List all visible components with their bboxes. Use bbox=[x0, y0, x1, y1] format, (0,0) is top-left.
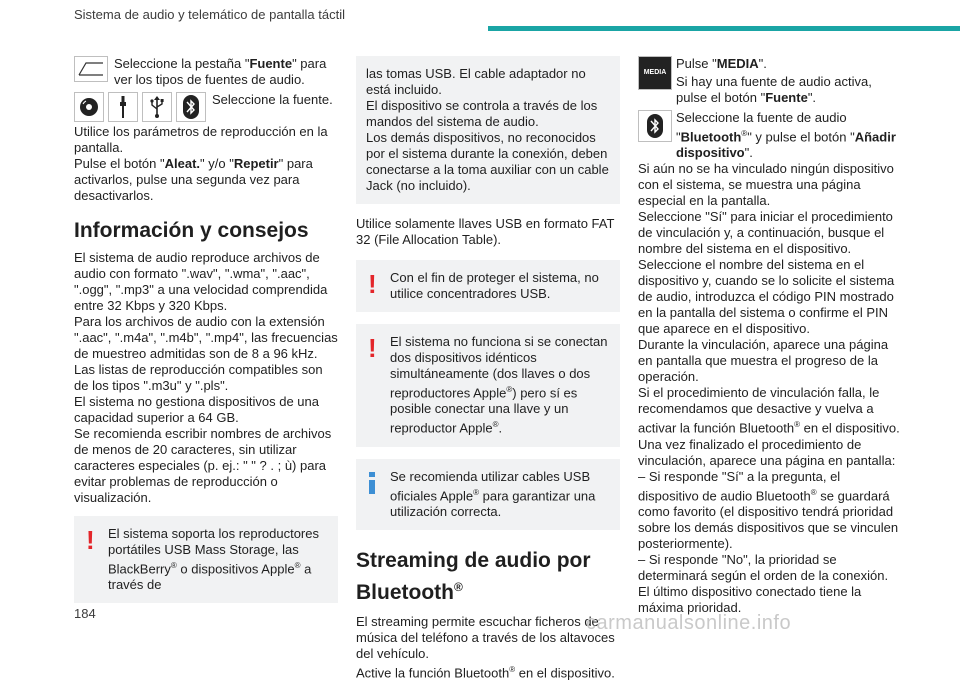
section-heading: Streaming de audio por Bluetooth® bbox=[356, 548, 591, 604]
paragraph: Utilice los parámetros de reproducción en la pantalla. bbox=[74, 124, 328, 155]
warning-note bbox=[356, 260, 620, 312]
source-select-step bbox=[74, 92, 338, 122]
step-text: Seleccione la fuente de audio "Bluetooth®" y pulse el botón "Añadir dispositivo". bbox=[676, 110, 896, 161]
paragraph: Para los archivos de audio con la extensión ".aac", ".m4a", ".m4b", ".mp4", las frecuencias de muestreo admitidas son de 8 a 96 kHz. bbox=[74, 314, 338, 361]
note-text: El sistema soporta los reproductores portátiles USB Mass Storage, las BlackBerry® o dispositivos Apple® a través de bbox=[108, 526, 319, 593]
warning-icon: ! bbox=[368, 333, 377, 363]
paragraph: El streaming permite escuchar ficheros de música del teléfono a través de los altavoces del vehículo. bbox=[356, 613, 615, 661]
paragraph: El sistema de audio reproduce archivos de audio con formato ".wav", ".wma", ".aac", ".ogg", ".mp3" a una velocidad comprendida entre 32 Kbps y 320 Kbps. bbox=[74, 250, 328, 313]
paragraph: Si el procedimiento de vinculación falla, le recomendamos que desactive y vuelva a activar la función Bluetooth® en el dispositivo. bbox=[638, 385, 900, 436]
info-icon bbox=[369, 472, 375, 494]
section-heading: Información y consejos bbox=[74, 219, 309, 242]
paragraph: Seleccione el nombre del sistema en el dispositivo y, cuando se lo solicite el sistema de audio, introduzca el código PIN mostrado en la pantalla del sistema o confirme el PIN que aparece en el dispositivo. bbox=[638, 257, 895, 337]
header-accent-bar bbox=[488, 26, 960, 31]
usb-icon bbox=[142, 92, 172, 122]
paragraph: Active la función Bluetooth® en el dispositivo. bbox=[356, 664, 615, 681]
running-header: Sistema de audio y telemático de pantalla táctil bbox=[74, 7, 345, 22]
aux-jack-icon bbox=[108, 92, 138, 122]
paragraph: Durante la vinculación, aparece una página en pantalla que muestra el progreso de la operación. bbox=[638, 337, 889, 385]
page-number: 184 bbox=[74, 606, 96, 621]
bluetooth-step bbox=[638, 110, 902, 161]
note-text: Se recomienda utilizar cables USB oficiales Apple® para garantizar una utilización correcta. bbox=[390, 468, 596, 519]
warning-icon: ! bbox=[86, 525, 95, 555]
paragraph: Pulse el botón "Aleat." y/o "Repetir" para activarlos, pulse una segunda vez para desactivarlos. bbox=[74, 156, 313, 203]
paragraph: Las listas de reproducción compatibles son de los tipos ".m3u" y ".pls". bbox=[74, 362, 323, 393]
disc-icon bbox=[74, 92, 104, 122]
paragraph: Una vez finalizado el procedimiento de vinculación, aparece una página en pantalla: bbox=[638, 436, 896, 468]
note-text: El sistema no funciona si se conectan dos dispositivos idénticos simultáneamente (dos llaves o dos reproductores Apple®) pero sí es posible conectar una llave y un reproductor Apple®. bbox=[390, 334, 608, 436]
warning-icon: ! bbox=[368, 269, 377, 299]
watermark: carmanualsonline.info bbox=[586, 612, 792, 634]
paragraph: Si hay una fuente de audio activa, pulse el botón "Fuente". bbox=[676, 74, 872, 105]
step-text: Seleccione la pestaña "Fuente" para ver los tipos de fuentes de audio. bbox=[114, 56, 327, 87]
warning-note bbox=[74, 516, 338, 603]
paragraph: El sistema no gestiona dispositivos de una capacidad superior a 64 GB. bbox=[74, 394, 319, 425]
source-tab-step bbox=[74, 56, 338, 88]
paragraph: – Si responde "No", la prioridad se determinará según el orden de la conexión. El último dispositivo conectado tiene la máxima prioridad. bbox=[638, 551, 889, 615]
column-3 bbox=[638, 56, 902, 616]
warning-note bbox=[356, 324, 620, 447]
info-note bbox=[356, 459, 620, 530]
column-1 bbox=[74, 56, 338, 603]
bluetooth-icon bbox=[176, 92, 206, 122]
paragraph: Si aún no se ha vinculado ningún dispositivo con el sistema, se muestra una página especial en la pantalla. bbox=[638, 161, 894, 209]
warning-note-continued bbox=[356, 56, 620, 204]
bluetooth-icon bbox=[638, 110, 672, 142]
paragraph: Utilice solamente llaves USB en formato FAT 32 (File Allocation Table). bbox=[356, 216, 615, 247]
paragraph: Los demás dispositivos, no reconocidos por el sistema durante la conexión, deben conectarse a la toma auxiliar con un cable Jack (no incluido). bbox=[366, 130, 609, 193]
step-text: Pulse "MEDIA". bbox=[676, 56, 767, 71]
paragraph: las tomas USB. El cable adaptador no está incluido. bbox=[366, 66, 586, 97]
paragraph: Se recomienda escribir nombres de archivos de menos de 20 caracteres, sin utilizar caracteres especiales (p. ej.: " " ? . ; ù) para evitar problemas de reproducción o visualización. bbox=[74, 426, 332, 505]
note-text: Con el fin de proteger el sistema, no utilice concentradores USB. bbox=[390, 270, 599, 301]
source-tab-icon bbox=[74, 56, 108, 82]
paragraph: Seleccione "Sí" para iniciar el procedimiento de vinculación y, a continuación, busque el nombre del sistema en el dispositivo. bbox=[638, 209, 893, 257]
paragraph: – Si responde "Sí" a la pregunta, el dispositivo de audio Bluetooth® se guardará como favorito (el dispositivo tendrá prioridad sobre los demás dispositivos que se vinculen posteriormente). bbox=[638, 468, 899, 551]
paragraph: El dispositivo se controla a través de los mandos del sistema de audio. bbox=[366, 98, 598, 129]
step-text: Seleccione la fuente. bbox=[212, 92, 333, 107]
media-icon: MEDIA bbox=[638, 56, 672, 90]
column-2 bbox=[356, 56, 620, 681]
